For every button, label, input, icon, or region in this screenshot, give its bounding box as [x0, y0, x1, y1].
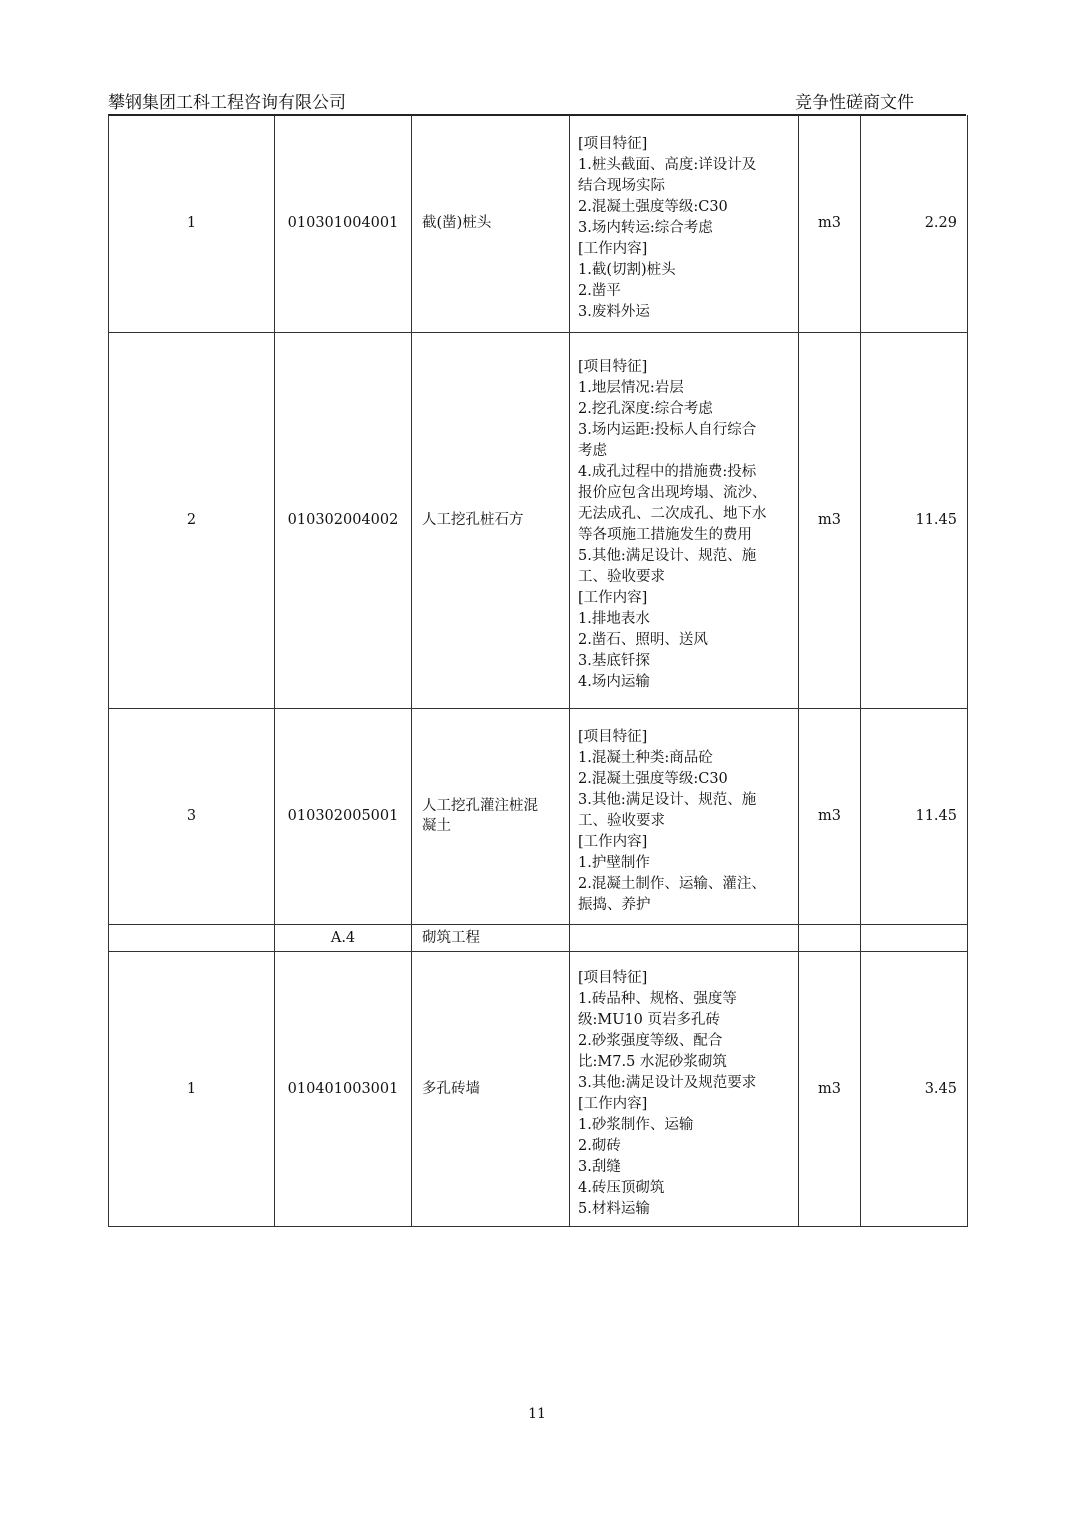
description-line: 1.砖品种、规格、强度等 [578, 990, 737, 1007]
description-line: 等各项施工措施发生的费用 [578, 527, 752, 543]
item-name-line: 凝土 [422, 818, 451, 834]
description-line: 3.场内运距:投标人自行综合 [578, 422, 757, 438]
description-line: 工、验收要求 [578, 812, 665, 829]
item-name: 截(凿)桩头 [412, 115, 570, 332]
description-line: 3.基底钎探 [578, 653, 650, 669]
description-line: 1.排地表水 [578, 611, 650, 627]
section-qty [861, 924, 968, 951]
item-name: 人工挖孔桩石方 [412, 332, 570, 708]
description-line: 振捣、养护 [578, 896, 651, 913]
section-code: A.4 [275, 924, 412, 951]
table-row [109, 708, 968, 924]
item-unit: m3 [799, 708, 861, 924]
description-line: [工作内容] [578, 240, 648, 257]
description-line: 2.凿石、照明、送风 [578, 632, 708, 648]
item-description [570, 708, 799, 924]
description-line: 5.其他:满足设计、规范、施 [578, 548, 757, 564]
page-header [108, 88, 966, 116]
description-line: 4.成孔过程中的措施费:投标 [578, 464, 757, 480]
description-line: 考虑 [578, 443, 607, 459]
description-line: 比:M7.5 水泥砂浆砌筑 [578, 1053, 727, 1070]
item-code: 010302004002 [275, 332, 412, 708]
description-line: 1.桩头截面、高度:详设计及 [578, 156, 757, 173]
section-unit [799, 924, 861, 951]
description-line: [项目特征] [578, 728, 648, 745]
row-index: 1 [109, 115, 275, 332]
bill-of-quantities-table [108, 115, 968, 1227]
description-line: 3.场内转运:综合考虑 [578, 219, 713, 236]
description-line: 1.砂浆制作、运输 [578, 1116, 694, 1133]
item-description [570, 332, 799, 708]
section-row [109, 924, 968, 951]
item-description [570, 951, 799, 1226]
description-line: 1.截(切割)桩头 [578, 261, 676, 278]
description-line: [项目特征] [578, 969, 648, 986]
item-quantity: 11.45 [861, 708, 968, 924]
item-unit: m3 [799, 332, 861, 708]
description-line: 2.混凝土强度等级:C30 [578, 198, 728, 215]
page-number: 11 [528, 1406, 546, 1422]
description-line: 2.挖孔深度:综合考虑 [578, 401, 713, 417]
item-unit: m3 [799, 951, 861, 1226]
item-quantity: 3.45 [861, 951, 968, 1226]
description-line: 4.场内运输 [578, 674, 650, 690]
description-line: [工作内容] [578, 833, 648, 850]
description-line: [工作内容] [578, 1095, 648, 1112]
description-line: 1.混凝土种类:商品砼 [578, 749, 713, 766]
description-line: 级:MU10 页岩多孔砖 [578, 1011, 721, 1028]
item-unit: m3 [799, 115, 861, 332]
item-code: 010401003001 [275, 951, 412, 1226]
description-line: [项目特征] [578, 135, 648, 152]
item-name [412, 708, 570, 924]
description-line: 2.混凝土强度等级:C30 [578, 770, 728, 787]
section-desc [570, 924, 799, 951]
document-type: 竞争性磋商文件 [795, 93, 914, 113]
description-line: 4.砖压顶砌筑 [578, 1179, 665, 1196]
item-code: 010302005001 [275, 708, 412, 924]
section-index [109, 924, 275, 951]
row-index: 2 [109, 332, 275, 708]
description-line: 3.刮缝 [578, 1158, 621, 1175]
description-line: [项目特征] [578, 359, 648, 375]
item-description [570, 115, 799, 332]
description-line: 无法成孔、二次成孔、地下水 [578, 506, 767, 522]
table-row [109, 951, 968, 1226]
table-row [109, 332, 968, 708]
table-row [109, 115, 968, 332]
description-line: 报价应包含出现垮塌、流沙、 [578, 485, 767, 501]
description-line: 1.地层情况:岩层 [578, 380, 684, 396]
description-line: 工、验收要求 [578, 569, 665, 585]
description-line: 1.护壁制作 [578, 854, 650, 871]
section-name: 砌筑工程 [412, 924, 570, 951]
item-code: 010301004001 [275, 115, 412, 332]
row-index: 3 [109, 708, 275, 924]
item-name-line: 人工挖孔灌注桩混 [422, 798, 538, 814]
description-line: 2.混凝土制作、运输、灌注、 [578, 875, 766, 892]
item-quantity: 11.45 [861, 332, 968, 708]
description-line: 2.砌砖 [578, 1137, 621, 1154]
description-line: 3.其他:满足设计、规范、施 [578, 791, 757, 808]
row-index: 1 [109, 951, 275, 1226]
description-line: 2.砂浆强度等级、配合 [578, 1032, 723, 1049]
item-name: 多孔砖墙 [412, 951, 570, 1226]
description-line: 2.凿平 [578, 282, 621, 299]
company-name: 攀钢集团工科工程咨询有限公司 [108, 93, 346, 113]
description-line: 3.其他:满足设计及规范要求 [578, 1074, 757, 1091]
description-line: 5.材料运输 [578, 1200, 650, 1217]
description-line: 结合现场实际 [578, 177, 665, 194]
description-line: 3.废料外运 [578, 303, 650, 320]
description-line: [工作内容] [578, 590, 648, 606]
item-quantity: 2.29 [861, 115, 968, 332]
